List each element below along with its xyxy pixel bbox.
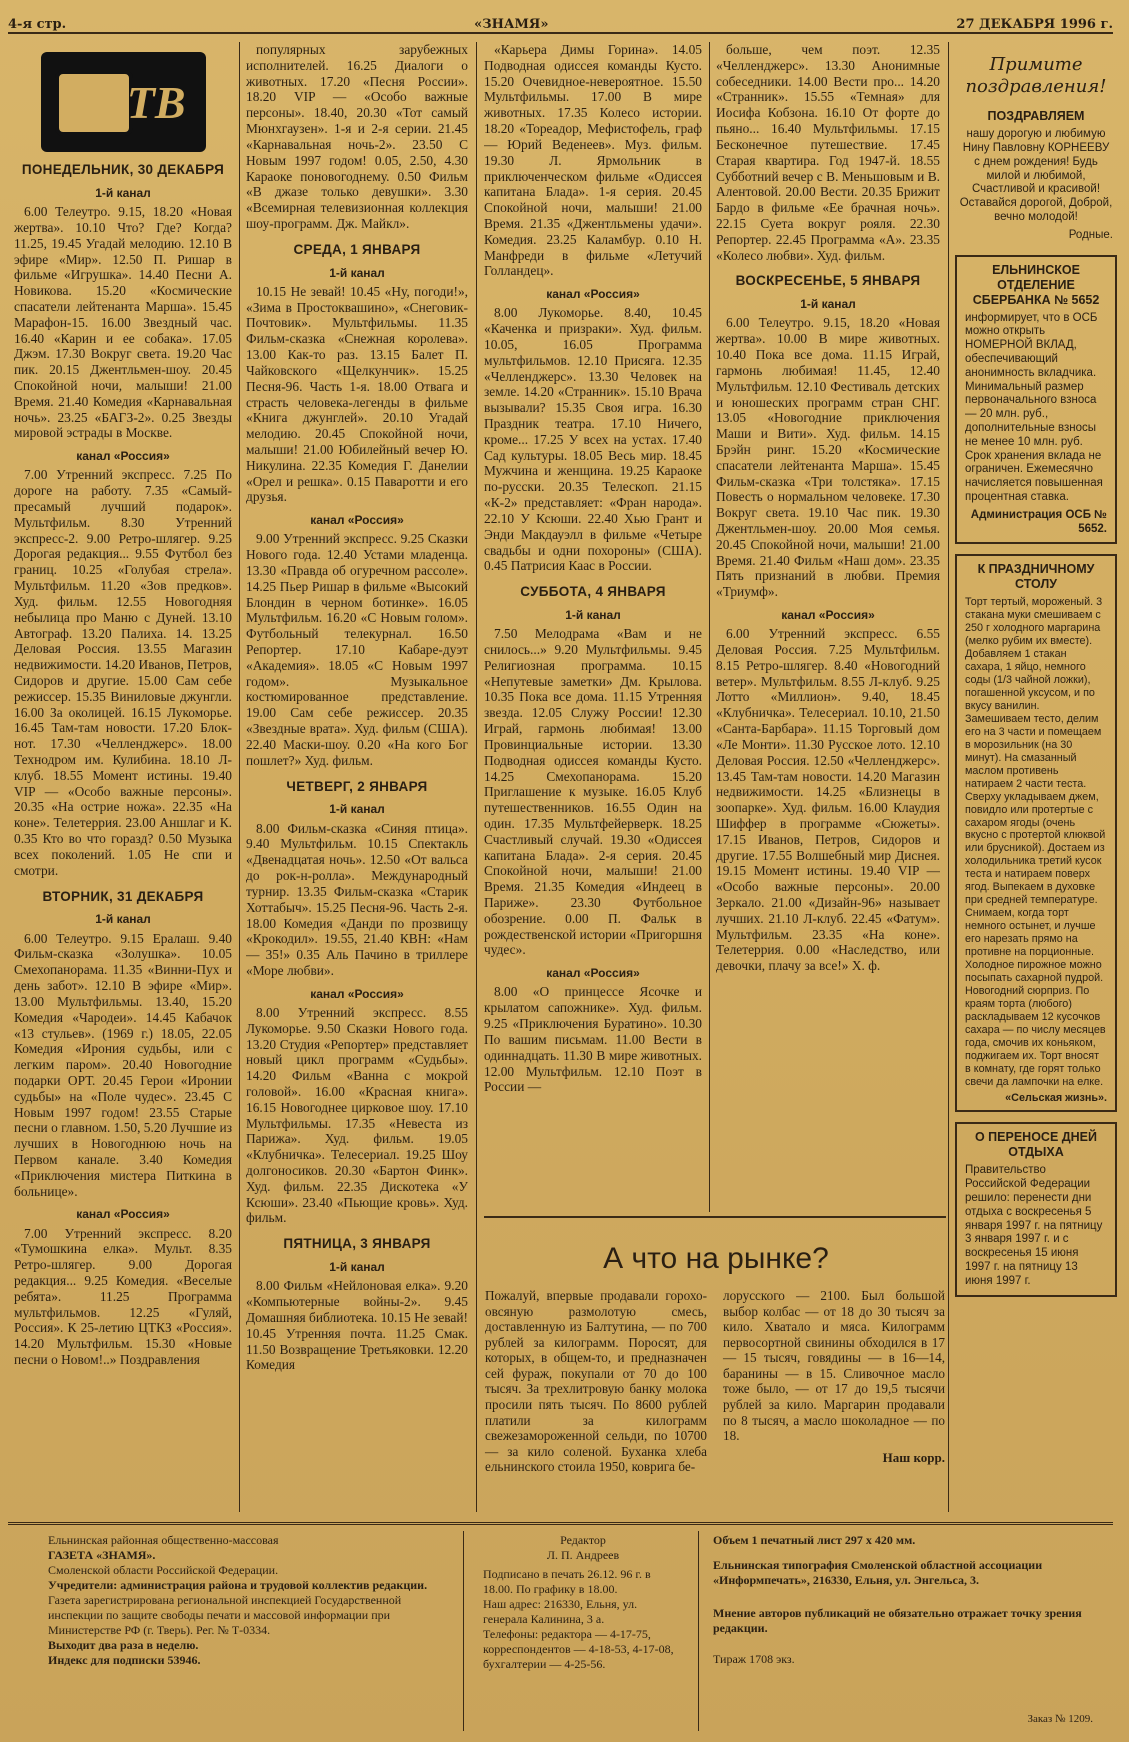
editor-label: Редактор — [560, 1533, 606, 1547]
program-list: 7.00 Утренний экспресс. 8.20 «Тумошкина елка». Мульт. 8.35 Ретро-шлягер. 9.00 Дорогая редакция... 9.25 Комедия. «Веселые ребята». 11.25 Программа мультфильмов. 12.25 «Гуляй, Россия». К 25-летию ЦТКЗ «Россия». 14.20 Мультфильм. 15.30 «Новые песни о Новом!..» Поздравления — [14, 1225, 232, 1368]
day-title: ВОСКРЕСЕНЬЕ, 5 ЯНВАРЯ — [735, 273, 921, 289]
tv-logo-text: ТВ — [126, 77, 186, 128]
channel-label: 1-й канал — [329, 265, 385, 280]
tv-column-2 — [246, 42, 468, 1512]
newspaper-title: ГАЗЕТА «ЗНАМЯ». — [48, 1548, 156, 1562]
address-line: Наш адрес: 216330, Ельня, ул. генерала Калинина, 3 а. — [483, 1597, 638, 1626]
printer-line: Ельнинская типография Смоленской областной ассоциации «Информпечать», 216330, Ельня, ул. Энгельса, 3. — [713, 1558, 1043, 1587]
order-number: Заказ № 1209. — [1027, 1713, 1093, 1726]
column-divider — [948, 42, 949, 1512]
tv-column-4 — [716, 42, 940, 1212]
greeting-head: ПОЗДРАВЛЯЕМ — [987, 109, 1085, 124]
program-list: 8.00 «О принцессе Ясочке и крылатом сапожнике». Худ. фильм. 9.25 «Приключения Буратино». 10.30 По вашим письмам. 11.00 Вести в одиннадцать. 11.30 В мире животных. 12.00 Мультфильм. 12.10 Поэт в России — — [484, 984, 702, 1095]
program-list: 6.00 Телеутро. 9.15, 18.20 «Новая жертва». 10.10 Что? Где? Когда? 11.25, 19.45 Угадай мелодию. 12.10 В эфире «Мир». 12.50 П. Ришар в фильме «Игрушка». 14.40 Песни А. Новикова. 15.20 «Космические спасатели лейтенанта Марша». 15.45 Марафон-15. 16.00 Звездный час. 16.40 «Карин и ее собака». 17.05 Джэм. 17.30 Вокруг света. 19.20 Час пик. 20.15 Джентльмен-шоу. 20.45 Спокойной ночи, малыши! 21.00 Время. 21.40 Комедия «Карнавальная ночь». 23.25 «БАГЗ-2». 0.25 Звезды мировой эстрады в Москве. — [14, 204, 232, 441]
print-info — [713, 1533, 1103, 1667]
channel-label: канал «Россия» — [310, 513, 404, 528]
publisher-line: Ельнинская районная общественно-массовая — [48, 1533, 279, 1547]
phones-line: Телефоны: редактора — 4-17-75, корреспондентов — 4-18-53, 4-17-08, бухгалтерии — 4-25-56. — [483, 1627, 674, 1671]
day-title: ЧЕТВЕРГ, 2 ЯНВАРЯ — [286, 778, 428, 794]
program-list: 8.00 Фильм «Нейлоновая елка». 9.20 «Компьютерные войны-2». 9.45 Домашняя библиотека. 10.15 Не зевай! 10.45 Утренняя почта. 11.25 Смак. 11.50 Возвращение Третьяковки. 12.20 Комедия — [246, 1278, 468, 1373]
publisher-info — [48, 1533, 448, 1668]
tv-logo — [41, 52, 206, 152]
greeting-text: нашу дорогую и любимую Нину Павловну КОРНЕЕВУ с днем рождения! Будь милой и любимой, Счастливой и красивой! Оставайся дорогой, Доброй, вечно молодой! — [959, 128, 1113, 223]
program-list: популярных зарубежных исполнителей. 16.25 Диалоги о животных. 17.20 «Песня России». 18.20 VIP — «Особо важные персоны». 18.40, 20.30 «Тот самый Мюнхгаузен». 1-я и 2-я серии. 21.45 «Карнавальная ночь-2». 23.50 С Новым 1997 годом! 0.05, 2.50, 4.30 Караоке поновогоднему. 0.50 Фильм «В джазе только девушки». 3.30 «Всемирная телевизионная коллекция шоу-программ. Дж. Майкл». — [246, 42, 468, 231]
channel-label: 1-й канал — [329, 1260, 385, 1275]
program-list: 8.00 Утренний экспресс. 8.55 Лукоморье. 9.50 Сказки Нового года. 13.20 Студия «Репортер» представляет новый цикл программ «Судьбы». 14.20 Фильм «Ванна с мокрой головой». 16.00 «Красная книга». 16.15 Новогоднее цирковое шоу. 17.10 Мультфильмы. 17.35 «Невеста из Парижа». Худ. фильм. 19.05 «Клубничка». Телесериал. 19.25 Шоу долгоносиков. 20.30 «Бартон Финк». Худ. фильм. 22.35 Дискотека «У Ксюши». 23.40 «Пьющие кровь». Худ. фильм. — [246, 1004, 468, 1226]
frequency-line: Выходит два раза в неделю. — [48, 1638, 199, 1652]
column-divider — [709, 42, 710, 1212]
day-title: СРЕДА, 1 ЯНВАРЯ — [293, 241, 421, 257]
article-column-left: Пожалуй, впервые продавали горохо-овсяную размолотую смесь, доставленную из Балтутина, — по 700 рублей за килограмм. Поросят, для которых, в общем-то, и предназначен сей фураж, покупали от 70 до 100 тысяч. За трехлитровую банку молока просили пять тысяч. По 8600 рублей платили за килограмм свежезамороженной сельди, по 10700 — за кило соленой. Буханка хлеба ельнинского стоила 1950, коврига бе- — [485, 1288, 707, 1475]
market-article — [485, 1238, 947, 1518]
bank-signature: Администрация ОСБ № 5652. — [970, 508, 1107, 535]
volume-line: Объем 1 печатный лист 297 x 420 мм. — [713, 1533, 916, 1547]
subscription-index: Индекс для подписки 53946. — [48, 1653, 201, 1667]
page-number: 4-я стр. — [8, 17, 67, 32]
bank-text: информирует, что в ОСБ можно открыть НОМЕРНОЙ ВКЛАД, обеспечивающий анонимность вкладчика. Минимальный размер первоначального взноса — 20 млн. руб., дополнительные взносы не менее 10 млн. руб. Срок хранения вклада не ограничен. Ежемесячно начисляется повышенная процентная ставка. — [965, 311, 1103, 503]
holiday-title: О ПЕРЕНОСЕ ДНЕЙ ОТДЫХА — [974, 1130, 1098, 1160]
program-list: 8.00 Лукоморье. 8.40, 10.45 «Каченка и призраки». Худ. фильм. 10.05, 16.05 Программа мультфильмов. 12.10 Присяга. 12.35 «Челленджерс». 13.30 Человек на земле. 14.20 «Странник». 15.10 Врача вызывали? 15.35 Своя игра. 16.30 Праздник театра. 17.10 Ничего, кроме... 17.25 У всех на устах. 17.40 Сад культуры. 18.05 Весь мир. 18.45 Мужчина и женщина. 19.25 Караоке по-русски. 20.35 Телескоп. 21.15 «К-2» представляет: «Фран народа». 22.10 У Ксюши. 22.40 Хью Грант и Энди Макдауэлл в фильме «Четыре свадьбы и одни похороны» (США). 0.45 Патрисия Каас в России. — [484, 305, 702, 574]
program-list: «Карьера Димы Горина». 14.05 Подводная одиссея команды Кусто. 15.20 Очевидное-невероятное. 15.50 Мультфильмы. 17.00 В мире животных. 17.35 Колесо истории. 18.20 «Тореадор, Мефистофель, граф — Юрий Веденеев». Муз. фильм. 19.30 Л. Ярмольник в приключенческом фильме «Одиссея капитана Блада». 1-я серия. 20.45 Спокойной ночи, малыши! 21.00 Время. 21.35 «Джентльмены удачи». Комедия. 23.25 Каламбур. 0.10 Н. Манфреди в фильме «Летучий Голландец». — [484, 42, 702, 279]
recipe-box — [955, 554, 1117, 1112]
tv-column-1 — [14, 42, 232, 1512]
region-line: Смоленской области Российской Федерации. — [48, 1563, 279, 1577]
bank-title: ЕЛЬНИНСКОЕ ОТДЕЛЕНИЕ СБЕРБАНКА № 5652 — [972, 262, 1100, 307]
channel-label: 1-й канал — [95, 185, 151, 200]
program-list: 7.00 Утренний экспресс. 7.25 По дороге на работу. 7.35 «Самый-пресамый лучший подарок». Мультфильм. 8.30 Утренний экспресс-2. 9.00 Ретро-шлягер. 9.25 Дорогая редакция... 9.55 Футбол без границ. 10.25 «Голубая стрела». Мультфильм. 11.20 «Зов предков». Худ. фильм. 12.55 Новогодняя небылица про Маню с Дуней. 13.10 Автограф. 13.20 Палиха. 14. 13.25 Деловая Россия. 13.55 Магазин недвижимости. 14.20 Иванов, Петров, Сидоров и другие. 15.00 Сам себе режиссер. 15.35 Виниловые джунгли. 16.00 За околицей. 16.15 Лукоморье. 16.45 Там-там новости. 17.20 Блок-нот. 17.30 «Челленджерс». 18.00 Технодром им. Кулибина. 18.10 Л-клуб. 18.55 Момент истины. 19.40 VIP — «Особо важные персоны». 20.35 «На острие ножа». 22.35 «На коне». Телетеррия. 23.00 Аншлаг и К. 0.35 Кто во что горазд? 0.50 Музыка всех поколений. 1.05 Не спи и смотри. — [14, 467, 232, 878]
tv-column-3 — [484, 42, 702, 1212]
channel-label: 1-й канал — [800, 297, 856, 312]
channel-label: 1-й канал — [329, 802, 385, 817]
day-title: ВТОРНИК, 31 ДЕКАБРЯ — [42, 888, 204, 904]
channel-label: канал «Россия» — [781, 608, 875, 623]
program-list: 6.00 Телеутро. 9.15 Ералаш. 9.40 Фильм-сказка «Золушка». 10.05 Смехопанорама. 11.35 «Винни-Пух и день забот». 12.10 В эфире «Мир». 13.00 Мультфильмы. 13.40, 15.20 Комедия «Чародеи». 14.45 Кабачок «13 стульев». (1969 г.) 18.05, 22.05 Комедия «Ирония судьбы, или с легким паром». 20.40 Новогодние подарки ОРТ. 20.45 Герои «Иронии судьбы» на «Поле чудес». 23.45 С Новым 1997 годом! 23.55 Старые песни о главном. 1.50, 5.20 Лучшие из лучших в Новогоднюю ночь на Первом канале. 3.40 Комедия «Приключения мистера Питкина в больнице». — [14, 930, 232, 1199]
issue-date: 27 ДЕКАБРЯ 1996 г. — [956, 17, 1113, 32]
sidebar — [955, 42, 1117, 1512]
footer-divider — [463, 1531, 464, 1731]
program-list: 9.00 Утренний экспресс. 9.25 Сказки Нового года. 12.40 Устами младенца. 13.30 «Правда об огуречном рассоле». 14.25 Пьер Ришар в фильме «Высокий Блондин в черном ботинке». 16.05 Мультфильм. 16.20 «С Новым голом». Футбольный телекурнал. 16.50 Репортер. 17.10 Кабаре-дуэт «Академия». 18.05 «С Новым 1997 годом». Музыкальное костюмированное представление. 19.00 Сам себе режиссер. 20.35 «Звездные врата». Худ. фильм (США). 22.40 Маски-шоу. 0.20 «На кого Бог пошлет?» Худ. фильм. — [246, 531, 468, 768]
circulation-line: Тираж 1708 экз. — [713, 1652, 795, 1666]
program-list: 7.50 Мелодрама «Вам и не снилось...» 9.20 Мультфильмы. 9.45 Религиозная программа. 10.15 «Непутевые заметки» Дм. Крылова. 10.35 Пока все дома. 11.15 Утренняя звезда. 12.05 Служу России! 12.30 Играй, гармонь любимая! 13.00 Провинциальные истории. 13.30 Подводная одиссея команды Кусто. 14.25 Смехопанорама. 15.20 Приглашение к музыке. 16.05 Клуб путешественников. 16.55 Один на один. 17.35 Мультфейерверк. 18.25 Счастливый случай. 19.30 «Одиссея капитана Блада». 2-я серия. 20.45 Спокойной ночи, малыши! 21.00 Время. 21.35 Комедия «Индеец в Париже». 23.30 Футбольное обозрение. 0.00 П. Фальк в рождественской истории «Пригоршня чудес». — [484, 626, 702, 958]
channel-label: 1-й канал — [565, 608, 621, 623]
article-author: Наш корр. — [882, 1449, 945, 1465]
imprint-footer — [8, 1522, 1113, 1737]
channel-label: канал «Россия» — [76, 1207, 170, 1222]
page-header — [8, 12, 1113, 34]
holiday-text: Правительство Российской Федерации решило: перенести дни отдыха с воскресенья 5 января 1997 г. на пятницу 3 января 1997 г. и с воскресенья 15 июня 1997 г. на пятницу 13 июня 1997 г. — [965, 1164, 1103, 1287]
column-divider — [476, 42, 477, 1512]
footer-divider — [698, 1531, 699, 1731]
recipe-text: Торт тертый, мороженый. 3 стакана муки смешиваем с 250 г холодного маргарина (мелко рубим их вместе). Добавляем 1 стакан сахара, 1 яйцо, немного соды (1/3 чайной ложки), погашенной уксусом, и по вкусу ванилин. Замешиваем тесто, делим его на 3 части и помещаем в морозильник (на 30 минут). На смазанный маслом противень натираем 2 части теста. Сверху укладываем джем, повидло или протертые с сахаром ягоды (очень вкусно с протертой клюквой или брусникой). Достаем из холодильника третий кусок теста и натираем поверх ягод. Выпекаем в духовке при средней температуре. Снимаем, когда торт немного остынет, и лучше его нарезать прямо на противне на порционные. Холодное пирожное можно посыпать сахарной пудрой. Новогодний сюрприз. По краям торта (любого) раскладываем 12 кусочков сахара — по числу месяцев года, смочив их коньяком, поджигаем их. Торт вносят в комнату, где горят только свечи да лампочки на елке. — [965, 596, 1106, 1088]
article-text: лорусского — 2100. Был большой выбор колбас — от 18 до 30 тысяч за кило. Хватало и мяса. Килограмм первосортной свинины обходился в 17 — 15 тысяч, говядины — в 16—14, баранины — в 15. Сливочное масло тоже было, — от 17 до 19,5 тысячи рублей за кило. Маргарин продавали по 8 тысяч, а масло шоколадное — по 18. — [723, 1288, 945, 1444]
bank-box — [955, 255, 1117, 545]
greeting-box — [955, 42, 1117, 245]
registration-line: Газета зарегистрирована региональной инспекцией Государственной инспекции по защите свободы печати и массовой информации при Министерстве РФ (г. Тверь). Рег. № Т-0334. — [48, 1593, 402, 1637]
program-list: больше, чем поэт. 12.35 «Челленджерс». 13.30 Анонимные собеседники. 14.00 Вести про... 14.20 «Странник». 15.55 «Темная» для Иосифа Кобзона. 16.10 От форте до пьяно... 16.40 Мультфильмы. 17.15 Бесконечное путешествие. 17.45 Старая квартира. Год 1947-й. 18.55 Субботний вечер с В. Меньшовым и В. Алентовой. 20.00 Вести. 20.35 Брижит Бардо в фильме «Ее брачная ночь». 22.15 Суета вокруг рояля. 22.30 Репортер. 22.45 Программа «А». 23.35 «Колесо любви». Худ. фильм. — [716, 42, 940, 263]
channel-label: канал «Россия» — [546, 966, 640, 981]
program-list: 6.00 Телеутро. 9.15, 18.20 «Новая жертва». 10.00 В мире животных. 10.40 Пока все дома. 11.15 Играй, гармонь любимая! 11.45, 12.40 Мультфильм. 12.10 Фестиваль детских и юношеских программ стран СНГ. 13.05 «Новогодние приключения Маши и Вити». Худ. фильм. 14.15 Брэйн ринг. 15.20 «Космические спасатели лейтенанта Марша». 15.45 Фильм-сказка «Три толстяка». 17.15 Повесть о нормальном человеке. 17.30 Вокруг света. 19.10 Час пик. 19.30 Джентльмен-шоу. 20.00 Моя семья. 20.45 Спокойной ночи, малыши! 21.00 Время. 21.40 Фильм «Наш дом». 23.35 Пять признаний в любви. Премия «Триумф». — [716, 315, 940, 600]
article-title: А что на рынке? — [603, 1242, 829, 1275]
column-divider — [239, 42, 240, 1512]
recipe-source: «Сельская жизнь». — [1005, 1091, 1107, 1104]
editor-name: Л. П. Андреев — [546, 1548, 620, 1562]
newspaper-name: «ЗНАМЯ» — [474, 17, 549, 32]
opinion-line: Мнение авторов публикаций не обязательно отражает точку зрения редакции. — [713, 1606, 1082, 1635]
signed-line: Подписано в печать 26.12. 96 г. в 18.00. По графику в 18.00. — [483, 1567, 651, 1596]
section-divider — [484, 1216, 946, 1218]
holiday-box — [955, 1122, 1117, 1296]
program-list: 8.00 Фильм-сказка «Синяя птица». 9.40 Мультфильм. 10.15 Спектакль «Двенадцатая ночь». 12.50 «От вальса до рок-н-ролла». Международный турнир. 13.35 Фильм-сказка «Старик Хоттабыч». 15.25 Песня-96. Часть 2-я. 18.00 Комедия «Данди по прозвищу «Крокодил». 19.55, 21.40 КВН: «Нам — 35!» 0.35 Аль Пачино в триллере «Море любви». — [246, 820, 468, 978]
day-title: ПОНЕДЕЛЬНИК, 30 ДЕКАБРЯ — [21, 162, 225, 177]
tv-screen-icon — [55, 70, 133, 136]
channel-label: 1-й канал — [95, 912, 151, 927]
article-column-right — [723, 1288, 945, 1465]
channel-label: канал «Россия» — [310, 986, 404, 1001]
day-title: ПЯТНИЦА, 3 ЯНВАРЯ — [283, 1236, 431, 1252]
greeting-title: Примите поздравления! — [965, 54, 1107, 97]
channel-label: канал «Россия» — [76, 449, 170, 464]
greeting-signature: Родные. — [1068, 228, 1113, 241]
editor-info — [483, 1533, 683, 1672]
day-title: СУББОТА, 4 ЯНВАРЯ — [520, 584, 666, 600]
program-list: 10.15 Не зевай! 10.45 «Ну, погоди!», «Зима в Простоквашино», «Снеговик-Почтовик». Мультфильмы. 11.35 Фильм-сказка «Снежная королева». 13.00 Как-то раз. 13.15 Балет П. Чайковского «Щелкунчик». 15.25 Песня-96. Часть 1-я. 18.00 Отвага и страсть человека-легенды в фильме «Книга джунглей». 20.10 Угадай мелодию. 20.45 Спокойной ночи, малыши! 21.00 Юбилейный вечер Ю. Никулина. 22.35 Комедия Г. Данелии «Орел и решка». 0.15 Паваротти и его друзья. — [246, 283, 468, 505]
recipe-title: К ПРАЗДНИЧНОМУ СТОЛУ — [977, 562, 1095, 592]
channel-label: канал «Россия» — [546, 287, 640, 302]
founders-line: Учредители: администрация района и трудовой коллектив редакции. — [48, 1578, 428, 1592]
program-list: 6.00 Утренний экспресс. 6.55 Деловая Россия. 7.25 Мультфильм. 8.15 Ретро-шлягер. 8.40 «Новогодний ветер». Мультфильм. 8.55 Л-клуб. 9.25 Лотто «Миллион». 9.40, 18.45 «Клубничка». Телесериал. 10.10, 21.50 «Санта-Барбара». 11.15 Торговый дом «Ле Монти». 11.30 Русское лото. 12.10 Деловая Россия. 12.50 «Челленджерс». 13.45 Там-там новости. 14.20 Магазин недвижимости. 14.25 «Близнецы в зоопарке». Худ. фильм. 16.00 Клаудия Шиффер в программе «Сюжеты». 17.15 Иванов, Петров, Сидоров и другие. 17.55 Волшебный мир Диснея. 19.15 Момент истины. 19.40 VIP — «Особо важные персоны». 20.00 Зеркало. 21.00 «Дизайн-96» называет лучших. 21.10 Л-клуб. 22.45 «Фатум». Мультфильм. 23.35 «На коне». Телетеррия. 0.00 «Наследство, или девочки, плачу за все!» Х. ф. — [716, 626, 940, 974]
